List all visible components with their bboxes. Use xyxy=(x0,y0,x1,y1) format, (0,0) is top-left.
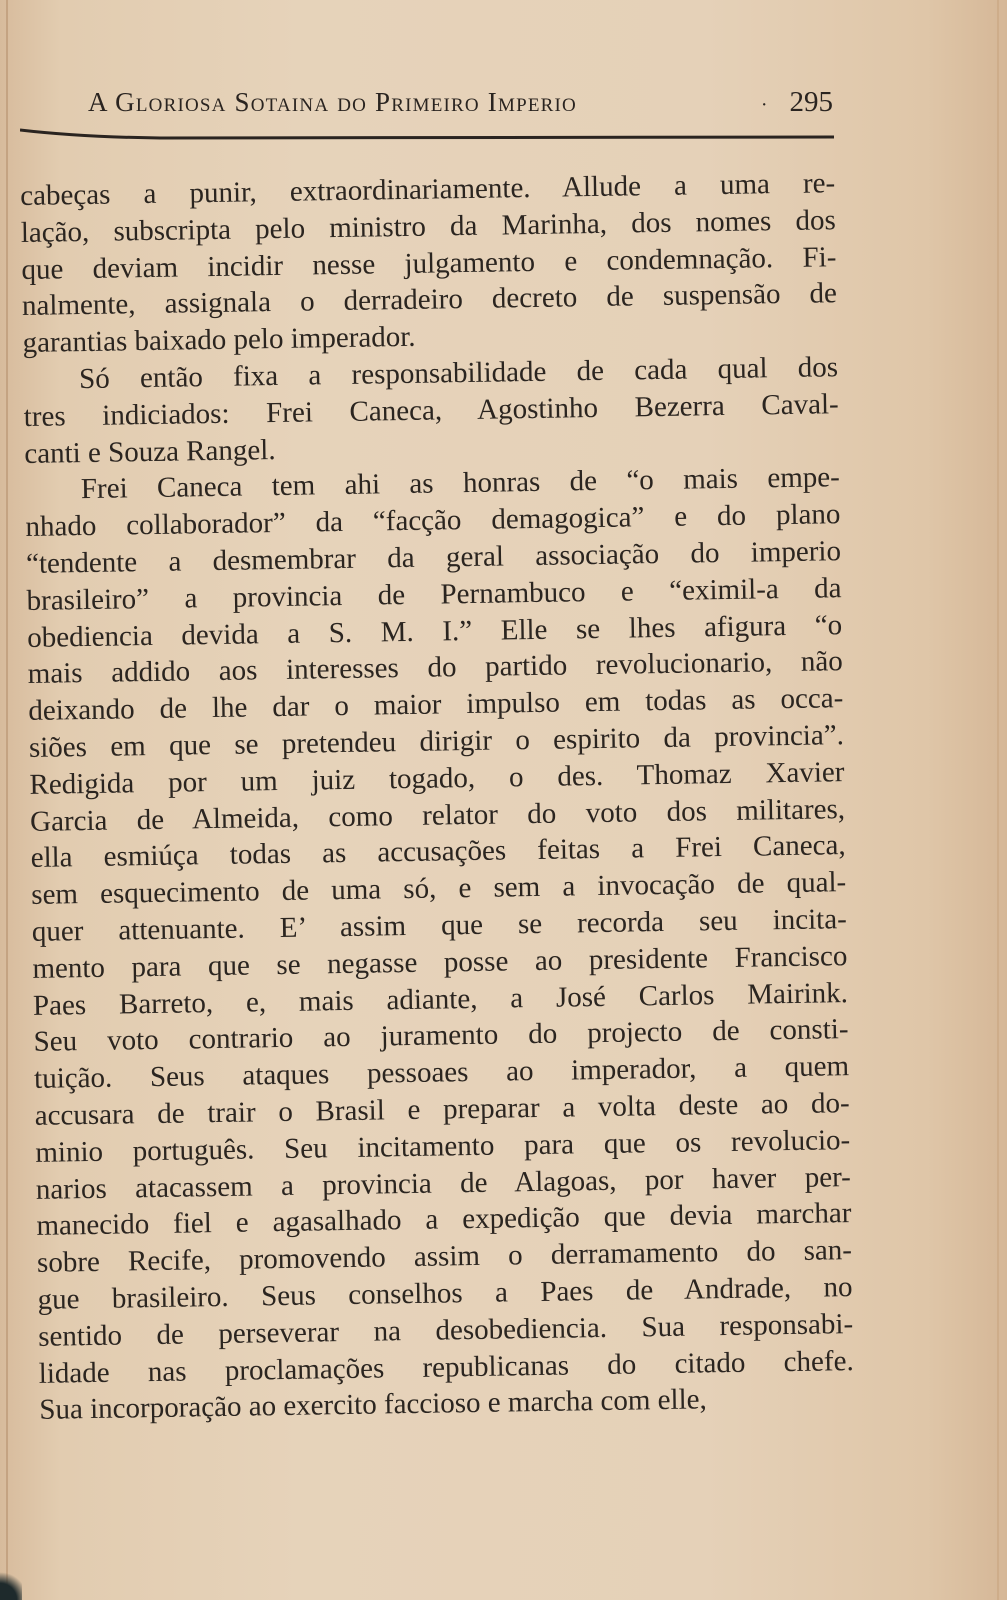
running-head xyxy=(88,86,833,126)
text-line: quer attenuante. E’ assim que se recorda seu incita- xyxy=(31,903,847,948)
text-line: mais addido aos interesses do partido revolucionario, não xyxy=(27,645,843,691)
running-title: A Gloriosa Sotaina do Primeiro Imperio xyxy=(88,87,577,117)
header-rule xyxy=(20,127,834,143)
text-line: tres indiciados: Frei Caneca, Agostinho Bezerra Caval- xyxy=(23,387,839,433)
text-line: ella esmiúça todas as accusações feitas a Frei Caneca, xyxy=(30,829,846,875)
text-line: sentido de perseverar na desobediencia. Sua responsabi- xyxy=(37,1307,854,1353)
corner-shadow xyxy=(0,1570,22,1600)
text-line: Redigida por um juiz togado, o des. Thomaz Xavier xyxy=(29,755,845,801)
text-line: accusara de trair o Brasil e preparar a volta deste ao do- xyxy=(34,1087,850,1132)
text-line: nalmente, assignala o derradeiro decreto de suspensão de xyxy=(21,277,838,323)
text-line: lação, subscripta pelo ministro da Marinha, dos nomes dos xyxy=(20,203,837,249)
text-line: Sua incorporação ao exercito faccioso e marcha com elle, xyxy=(39,1383,707,1427)
text-line: brasileiro” a provincia de Pernambuco e “eximil-a da xyxy=(26,571,842,617)
text-line: canti e Souza Rangel. xyxy=(24,433,276,470)
text-line: minio português. Seu incitamento para que os revolucio- xyxy=(35,1123,851,1169)
text-line: lidade nas proclamações republicanas do citado chefe. xyxy=(38,1344,854,1390)
text-line: deixando de lhe dar o maior impulso em todas as occa- xyxy=(28,682,844,728)
page-number: 295 xyxy=(789,86,833,118)
text-line: que deviam incidir nesse julgamento e condemnação. Fi- xyxy=(21,240,837,286)
text-line: sem esquecimento de uma só, e sem a invocação de qual- xyxy=(31,866,847,912)
text-line: obediencia devida a S. M. I.” Elle se lhes afigura “o xyxy=(26,608,843,654)
text-line: narios atacassem a provincia de Alagoas, por haver per- xyxy=(35,1160,852,1206)
text-line: siões em que se pretendeu dirigir o espirito da provincia”. xyxy=(28,719,845,764)
text-line: sobre Recife, promovendo assim o derramamento do san- xyxy=(36,1234,853,1279)
text-line: garantias baixado pelo imperador. xyxy=(22,320,416,360)
text-line: cabeças a punir, extraordinariamente. Allude a uma re- xyxy=(20,167,836,212)
text-line: Garcia de Almeida, como relator do voto dos militares, xyxy=(29,792,846,838)
text-line: Frei Caneca tem ahi as honras de “o mais empe- xyxy=(80,461,841,506)
text-line: manecido fiel e agasalhado a expedição que devia marchar xyxy=(36,1197,852,1243)
header-separator: · xyxy=(760,94,768,116)
text-line: Só então fixa a responsabilidade de cada qual dos xyxy=(78,351,839,396)
text-line: tuição. Seus ataques pessoaes ao imperador, a quem xyxy=(33,1050,850,1096)
text-line: “tendente a desmembrar da geral associação do imperio xyxy=(25,535,842,580)
text-line: gue brasileiro. Seus conselhos a Paes de Andrade, no xyxy=(37,1270,853,1316)
text-line: Seu voto contrario ao juramento do projecto de consti- xyxy=(33,1013,849,1059)
text-line: Paes Barreto, e, mais adiante, a José Carlos Mairink. xyxy=(32,976,849,1022)
text-line: mento para que se negasse posse ao presidente Francisco xyxy=(32,939,848,985)
body-text xyxy=(20,165,855,1429)
text-line: nhado collaborador” da “facção demagogica” e do plano xyxy=(25,498,841,544)
